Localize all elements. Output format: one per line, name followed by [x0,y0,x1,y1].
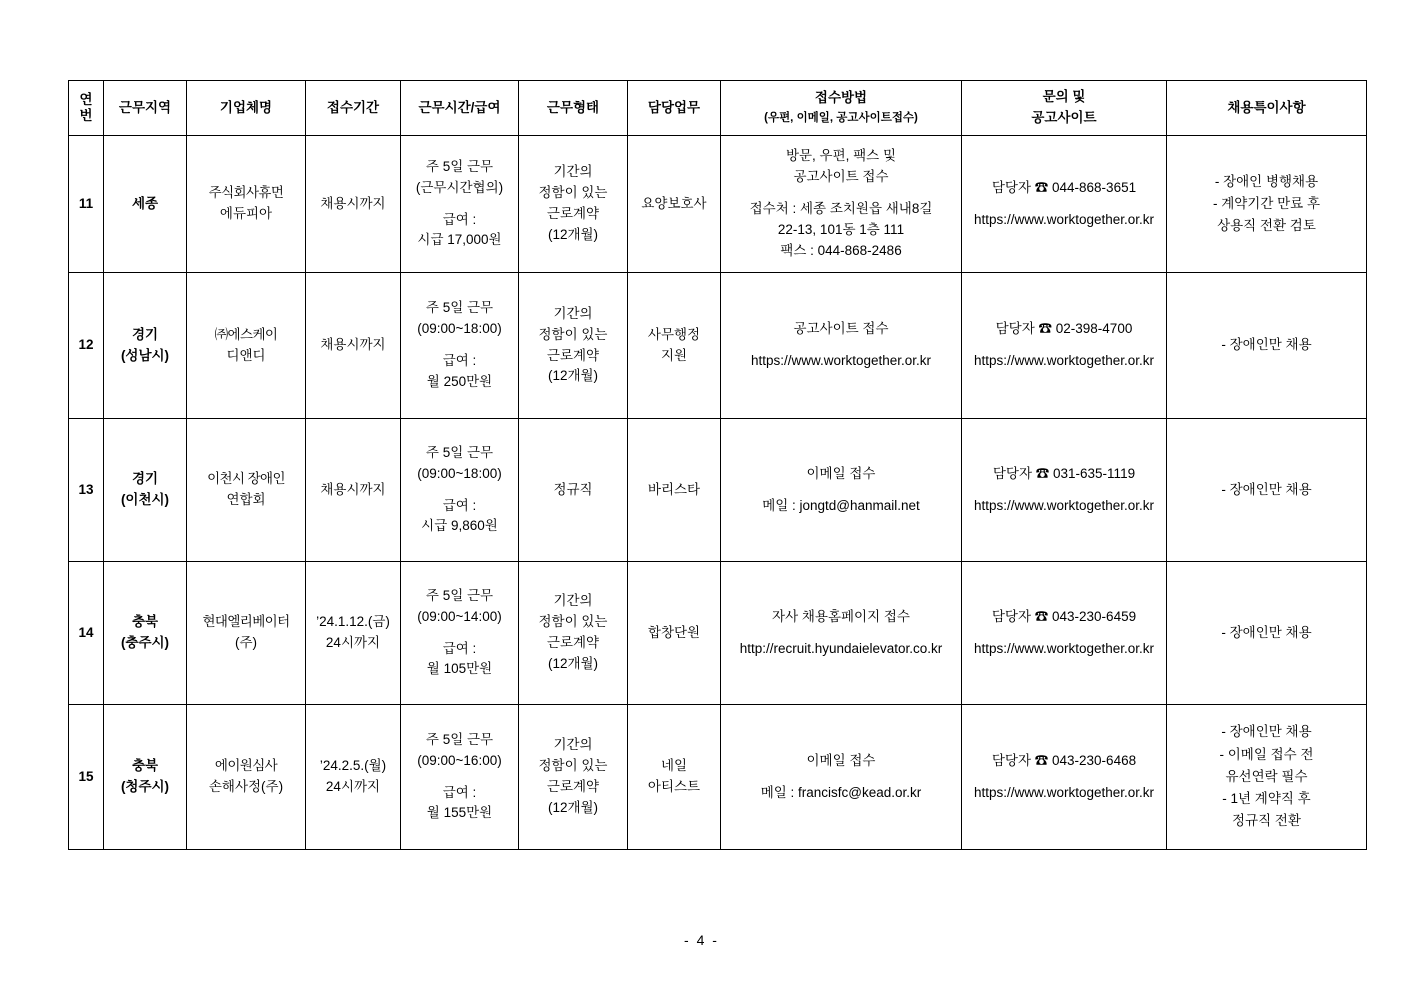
table-row [69,273,1367,419]
cell-contact: 담당자 ☎ 031-635-1119 https://www.worktogether.or.kr [962,419,1167,562]
cell-hours-pay: 주 5일 근무 (09:00~18:00) 급여 : 월 250만원 [401,273,519,419]
table-body [69,136,1367,850]
cell-hours-pay: 주 5일 근무 (09:00~16:00) 급여 : 월 155만원 [401,705,519,850]
table-row [69,136,1367,273]
column-header-contact-line1: 문의 및 [1042,89,1086,105]
cell-notes: - 장애인만 채용 [1167,419,1367,562]
column-header-company: 기업체명 [187,81,306,136]
column-header-employment-type: 근무형태 [519,81,628,136]
table-header [69,81,1367,136]
table-row [69,562,1367,705]
cell-no: 11 [69,136,104,273]
cell-period: 채용시까지 [306,419,401,562]
cell-no: 14 [69,562,104,705]
cell-region: 세종 [104,136,187,273]
cell-apply-method: 방문, 우편, 팩스 및 공고사이트 접수 접수처 : 세종 조치원읍 새내8길 22-13, 101동 1층 111 팩스 : 044-868-2486 [721,136,962,273]
column-header-apply-method [721,81,962,136]
cell-contact: 담당자 ☎ 02-398-4700 https://www.worktogether.or.kr [962,273,1167,419]
column-header-duty: 담당업무 [628,81,721,136]
cell-duty: 합창단원 [628,562,721,705]
cell-apply-method: 공고사이트 접수 https://www.worktogether.or.kr [721,273,962,419]
column-header-period: 접수기간 [306,81,401,136]
column-header-no [69,81,104,136]
cell-company: ㈜에스케이 디앤디 [187,273,306,419]
cell-region: 경기 (성남시) [104,273,187,419]
column-header-notes: 채용특이사항 [1167,81,1367,136]
cell-company: 주식회사휴먼 에듀피아 [187,136,306,273]
cell-employment-type: 기간의 정함이 있는 근로계약 (12개월) [519,273,628,419]
cell-employment-type: 기간의 정함이 있는 근로계약 (12개월) [519,705,628,850]
cell-period: ’24.2.5.(월) 24시까지 [306,705,401,850]
column-header-hours-pay: 근무시간/급여 [401,81,519,136]
column-header-contact [962,81,1167,136]
column-header-contact-line2: 공고사이트 [1031,110,1097,125]
column-header-apply-sub: (우편, 이메일, 공고사이트접수) [764,112,918,125]
cell-region: 충북 (충주시) [104,562,187,705]
cell-contact: 담당자 ☎ 043-230-6459 https://www.worktogether.or.kr [962,562,1167,705]
cell-contact: 담당자 ☎ 044-868-3651 https://www.worktogether.or.kr [962,136,1167,273]
cell-duty: 사무행정 지원 [628,273,721,419]
cell-notes: - 장애인만 채용 [1167,562,1367,705]
cell-duty: 네일 아티스트 [628,705,721,850]
job-listing-table-container [68,80,1334,850]
cell-employment-type: 기간의 정함이 있는 근로계약 (12개월) [519,562,628,705]
cell-company: 이천시 장애인 연합회 [187,419,306,562]
cell-region: 충북 (청주시) [104,705,187,850]
cell-period: 채용시까지 [306,273,401,419]
column-header-no-line1: 연 [79,92,93,108]
cell-duty: 바리스타 [628,419,721,562]
cell-region: 경기 (이천시) [104,419,187,562]
cell-no: 13 [69,419,104,562]
column-header-no-line2: 번 [79,108,93,123]
cell-apply-method: 이메일 접수 메일 : francisfc@kead.or.kr [721,705,962,850]
cell-period: 채용시까지 [306,136,401,273]
cell-no: 12 [69,273,104,419]
table-row [69,705,1367,850]
cell-employment-type: 정규직 [519,419,628,562]
cell-hours-pay: 주 5일 근무 (09:00~14:00) 급여 : 월 105만원 [401,562,519,705]
header-row [69,81,1367,136]
cell-company: 현대엘리베이터 (주) [187,562,306,705]
cell-period: ’24.1.12.(금) 24시까지 [306,562,401,705]
table-row [69,419,1367,562]
cell-hours-pay: 주 5일 근무 (09:00~18:00) 급여 : 시급 9,860원 [401,419,519,562]
cell-company: 에이원심사 손해사정(주) [187,705,306,850]
cell-hours-pay: 주 5일 근무 (근무시간협의) 급여 : 시급 17,000원 [401,136,519,273]
cell-duty: 요양보호사 [628,136,721,273]
cell-contact: 담당자 ☎ 043-230-6468 https://www.worktogether.or.kr [962,705,1167,850]
cell-no: 15 [69,705,104,850]
column-header-apply-main: 접수방법 [814,90,868,106]
page-number: - 4 - [684,932,719,948]
cell-apply-method: 자사 채용홈페이지 접수 http://recruit.hyundaielevator.co.kr [721,562,962,705]
cell-notes: - 장애인만 채용 - 이메일 접수 전 유선연락 필수 - 1년 계약직 후 정규직 전환 [1167,705,1367,850]
cell-notes: - 장애인 병행채용 - 계약기간 만료 후 상용직 전환 검토 [1167,136,1367,273]
job-listing-table [68,80,1367,850]
column-header-region: 근무지역 [104,81,187,136]
cell-apply-method: 이메일 접수 메일 : jongtd@hanmail.net [721,419,962,562]
cell-notes: - 장애인만 채용 [1167,273,1367,419]
cell-employment-type: 기간의 정함이 있는 근로계약 (12개월) [519,136,628,273]
